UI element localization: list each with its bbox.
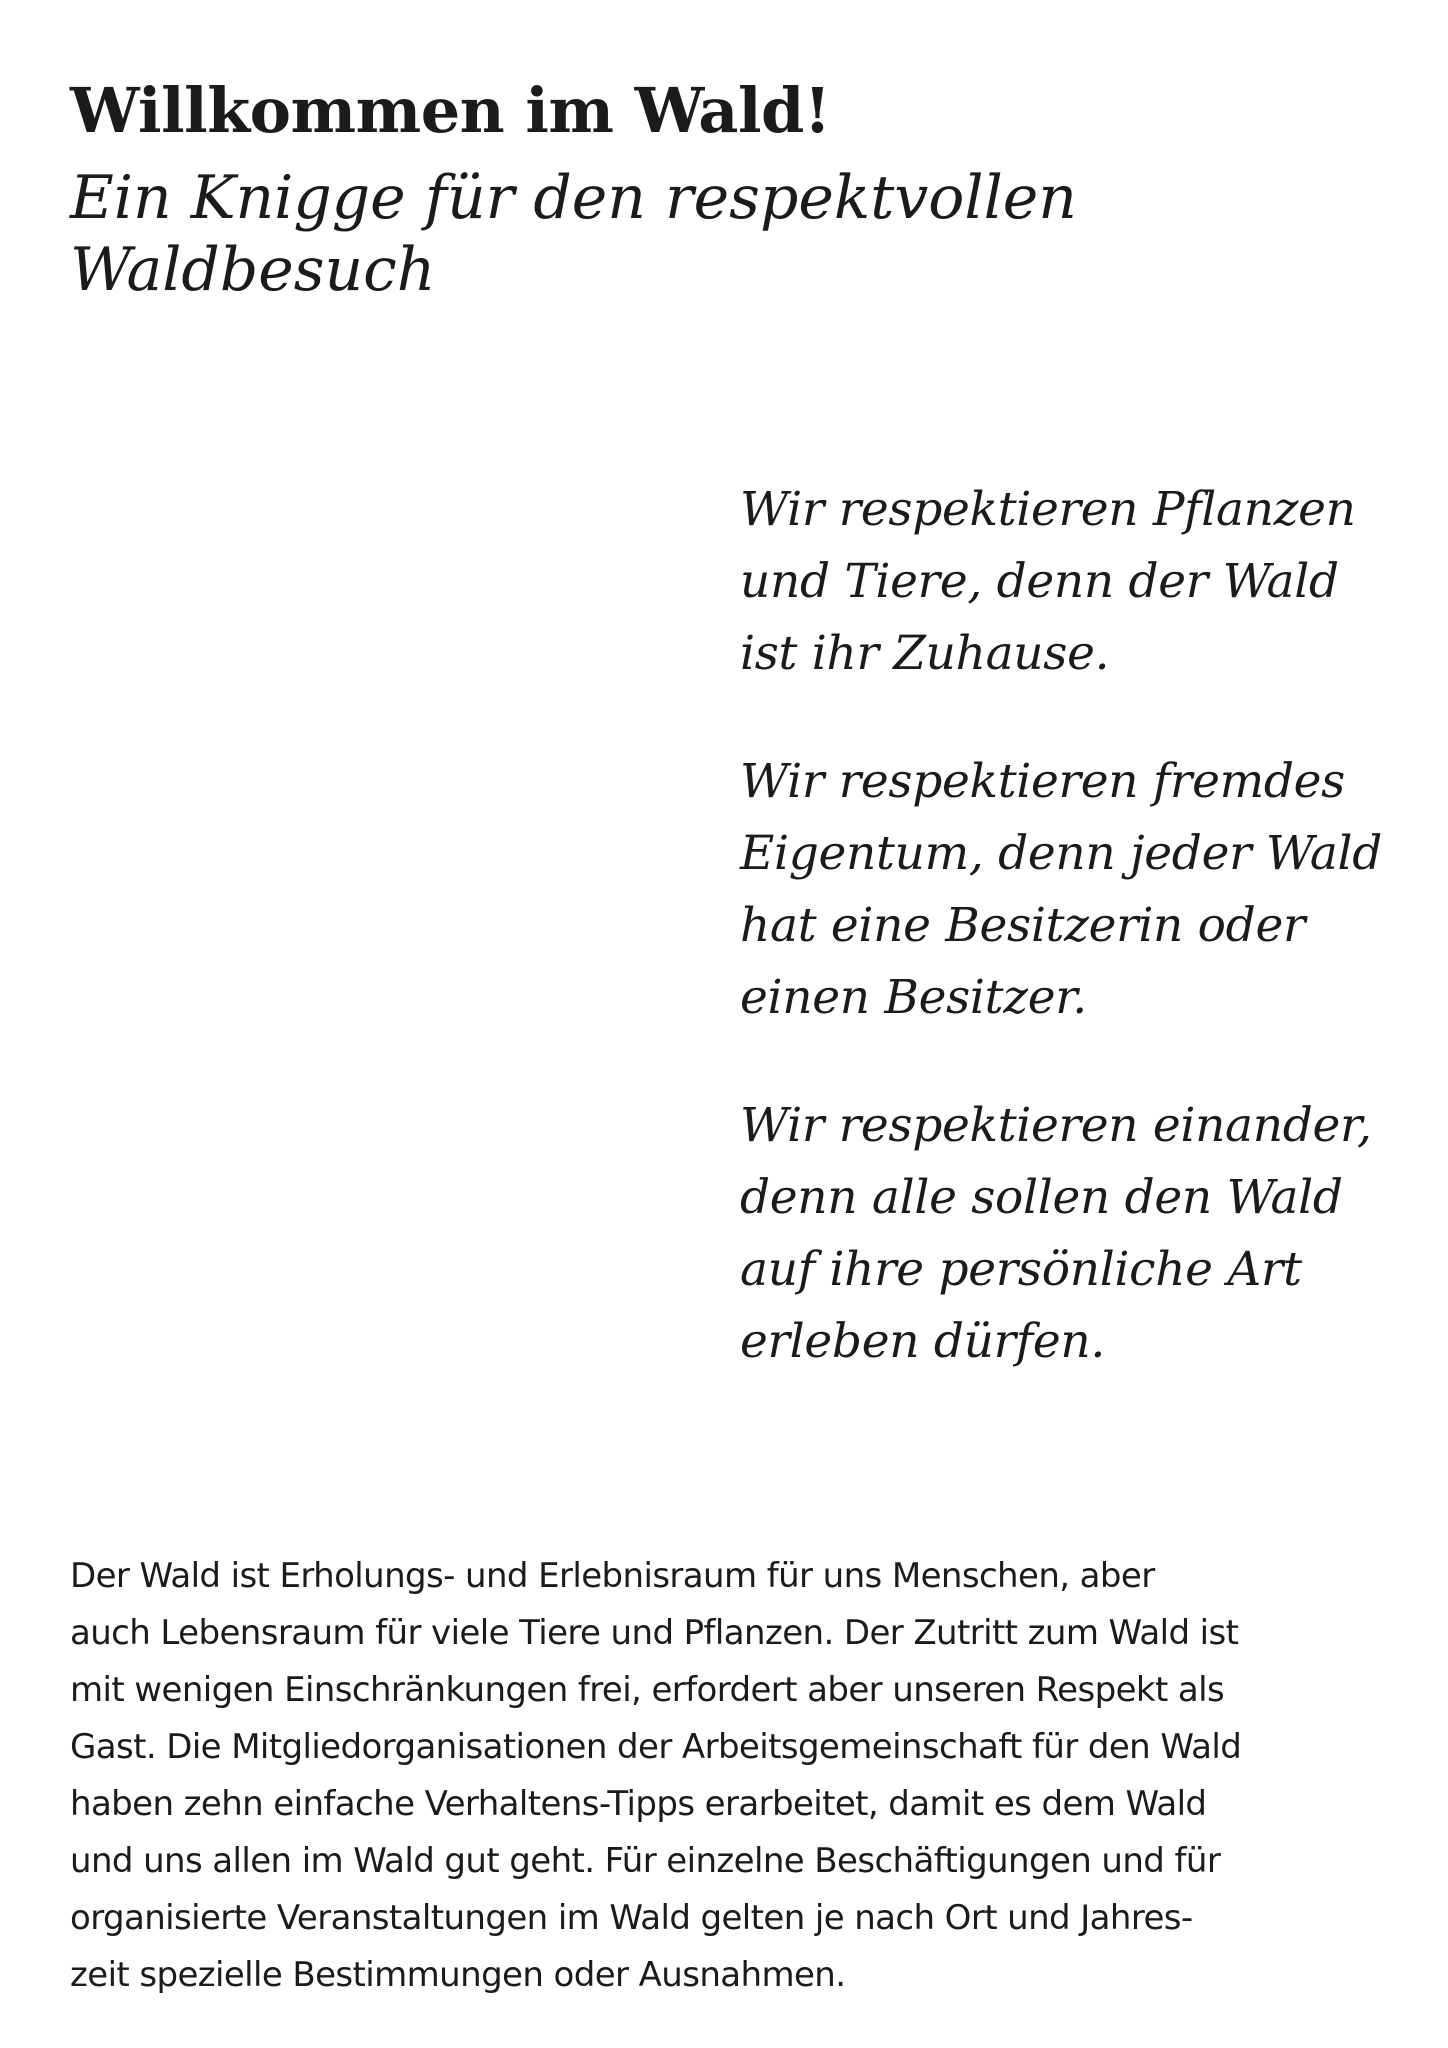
principle-property xyxy=(740,746,1430,1034)
principle-line: auf ihre persönliche Art xyxy=(740,1242,1302,1297)
principle-line: Wir respektieren einander, xyxy=(740,1098,1372,1153)
principle-line: und Tiere, denn der Wald xyxy=(740,554,1339,609)
intro-line: haben zehn einfache Verhaltens-Tipps erarbeitet, damit es dem Wald xyxy=(70,1784,1207,1824)
principle-line: Wir respektieren Pflanzen xyxy=(740,482,1356,537)
intro-line: zeit spezielle Bestimmungen oder Ausnahmen. xyxy=(70,1955,846,1995)
principle-line: denn alle sollen den Wald xyxy=(740,1170,1343,1225)
principle-line: erleben dürfen. xyxy=(740,1314,1105,1369)
principle-line: Eigentum, denn jeder Wald xyxy=(740,826,1383,881)
intro-paragraph xyxy=(70,1548,1390,2004)
principle-line: Wir respektieren fremdes xyxy=(740,754,1345,809)
principles-block xyxy=(740,474,1430,1378)
principle-each-other xyxy=(740,1090,1430,1378)
intro-line: auch Lebensraum für viele Tiere und Pflanzen. Der Zutritt zum Wald ist xyxy=(70,1613,1239,1653)
page-title: Willkommen im Wald! xyxy=(70,74,831,147)
intro-line: organisierte Veranstaltungen im Wald gelten je nach Ort und Jahres- xyxy=(70,1898,1193,1938)
intro-line: mit wenigen Einschränkungen frei, erfordert aber unseren Respekt als xyxy=(70,1670,1225,1710)
principle-plants-animals xyxy=(740,474,1430,690)
intro-line: Gast. Die Mitgliedorganisationen der Arbeitsgemeinschaft für den Wald xyxy=(70,1727,1242,1767)
principle-line: einen Besitzer. xyxy=(740,970,1087,1025)
principle-line: hat eine Besitzerin oder xyxy=(740,898,1306,953)
page-subtitle: Ein Knigge für den respektvollen Waldbesuch xyxy=(70,163,1077,305)
intro-line: Der Wald ist Erholungs- und Erlebnisraum für uns Menschen, aber xyxy=(70,1556,1155,1596)
intro-line: und uns allen im Wald gut geht. Für einzelne Beschäftigungen und für xyxy=(70,1841,1221,1881)
principle-line: ist ihr Zuhause. xyxy=(740,626,1110,681)
